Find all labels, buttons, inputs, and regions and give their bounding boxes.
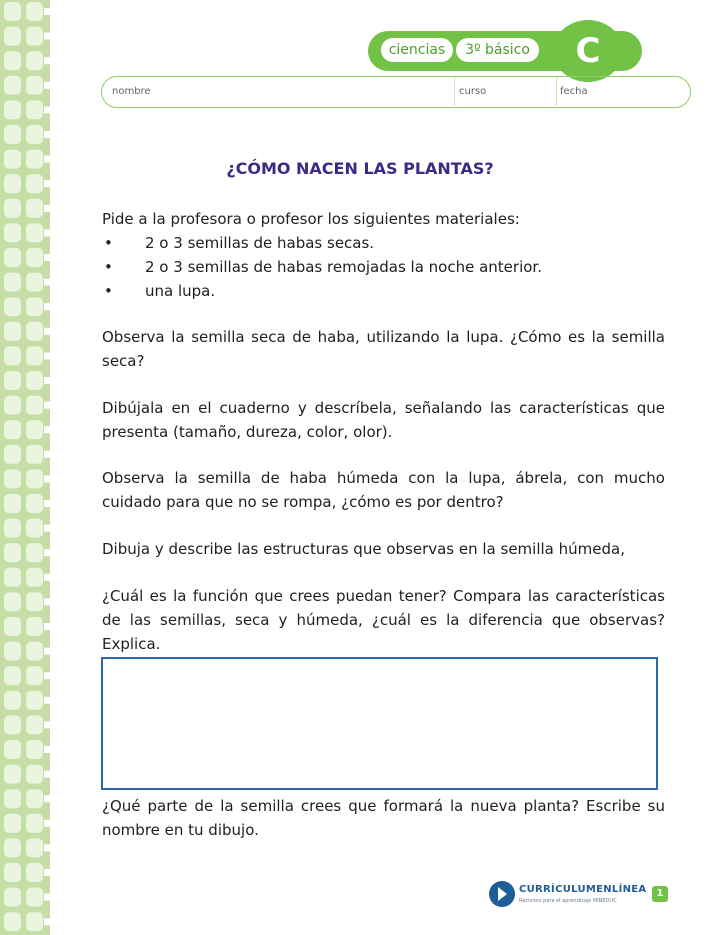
strip-tile: [26, 789, 43, 808]
page-number: 1: [652, 886, 668, 902]
strip-tile: [4, 888, 21, 907]
strip-tile: [26, 814, 43, 833]
instruction-paragraph: [102, 466, 665, 514]
strip-tab: [44, 549, 50, 556]
student-info-bar: [101, 76, 691, 108]
strip-tab: [44, 33, 50, 40]
strip-tile: [4, 863, 21, 882]
strip-tile: [4, 666, 21, 685]
strip-tile: [26, 912, 43, 931]
strip-tile: [26, 469, 43, 488]
strip-tile: [4, 642, 21, 661]
strip-tile: [4, 248, 21, 267]
course-label: curso: [459, 86, 487, 97]
subject-tag: ciencias: [381, 38, 453, 62]
materials-section: [102, 207, 665, 303]
date-label: fecha: [560, 86, 588, 97]
strip-tile: [4, 51, 21, 70]
strip-tile: [4, 789, 21, 808]
list-item: • 2 o 3 semillas de habas remojadas la noche anterior.: [102, 255, 665, 279]
page-title: ¿CÓMO NACEN LAS PLANTAS?: [226, 159, 494, 178]
strip-tile: [4, 396, 21, 415]
strip-tab: [44, 525, 50, 532]
strip-tile: [4, 125, 21, 144]
strip-tab: [44, 672, 50, 679]
strip-tab: [44, 475, 50, 482]
strip-tile: [4, 346, 21, 365]
materials-intro: Pide a la profesora o profesor los siguientes materiales:: [102, 210, 520, 228]
instruction-text: Dibújala en el cuaderno y descríbela, señalando las características que presenta (tamaño, dureza, color, olor).: [102, 399, 665, 441]
level-badge: C: [553, 20, 623, 82]
strip-tile: [4, 838, 21, 857]
strip-tile: [26, 396, 43, 415]
materials-list: [102, 231, 665, 303]
strip-tab: [44, 771, 50, 778]
strip-tile: [26, 248, 43, 267]
strip-tile: [4, 740, 21, 759]
strip-tile: [26, 666, 43, 685]
strip-tile: [4, 592, 21, 611]
strip-tile: [4, 543, 21, 562]
strip-tab: [44, 303, 50, 310]
strip-tab: [44, 82, 50, 89]
strip-tile: [4, 469, 21, 488]
strip-tile: [4, 273, 21, 292]
curriculum-logo-icon: [488, 880, 516, 908]
instruction-paragraph: [102, 794, 665, 842]
instruction-paragraph: [102, 325, 665, 373]
strip-tab: [44, 918, 50, 925]
instruction-text: Observa la semilla seca de haba, utilizando la lupa. ¿Cómo es la semilla seca?: [102, 328, 665, 370]
strip-tab: [44, 229, 50, 236]
strip-tile: [26, 2, 43, 21]
strip-tile: [4, 617, 21, 636]
strip-tile: [4, 2, 21, 21]
instruction-text: ¿Cuál es la función que crees puedan tener? Compara las características de las semillas, seca y húmeda, ¿cuál es la diferencia que observas? Explica.: [102, 587, 665, 653]
strip-tile: [4, 27, 21, 46]
decorative-side-strip: [0, 0, 50, 935]
strip-tab: [44, 426, 50, 433]
instruction-paragraph: [102, 584, 665, 656]
strip-tile: [26, 273, 43, 292]
strip-tile: [26, 420, 43, 439]
strip-tab: [44, 377, 50, 384]
strip-tab: [44, 598, 50, 605]
strip-tile: [26, 519, 43, 538]
strip-tile: [4, 76, 21, 95]
list-item: • una lupa.: [102, 279, 665, 303]
strip-tile: [4, 691, 21, 710]
strip-tile: [4, 494, 21, 513]
strip-tile: [26, 715, 43, 734]
strip-tile: [26, 100, 43, 119]
brand-name: CURRÍCULUMENLÍNEA: [519, 884, 647, 895]
strip-tab: [44, 254, 50, 261]
answer-box[interactable]: [101, 657, 658, 790]
instruction-text: Observa la semilla de haba húmeda con la lupa, ábrela, con mucho cuidado para que no se rompa, ¿cómo es por dentro?: [102, 469, 665, 511]
strip-tile: [26, 445, 43, 464]
strip-tab: [44, 721, 50, 728]
strip-tile: [26, 297, 43, 316]
list-item: • 2 o 3 semillas de habas secas.: [102, 231, 665, 255]
strip-tab: [44, 205, 50, 212]
strip-tile: [4, 715, 21, 734]
strip-tab: [44, 869, 50, 876]
instruction-paragraph: [102, 537, 665, 561]
strip-tab: [44, 500, 50, 507]
strip-tab: [44, 623, 50, 630]
strip-tab: [44, 746, 50, 753]
strip-tile: [4, 100, 21, 119]
instruction-text: ¿Qué parte de la semilla crees que formará la nueva planta? Escribe su nombre en tu dibujo.: [102, 797, 665, 839]
strip-tile: [26, 199, 43, 218]
strip-tile: [26, 76, 43, 95]
strip-tile: [26, 371, 43, 390]
strip-tab: [44, 131, 50, 138]
strip-tile: [26, 494, 43, 513]
strip-tile: [26, 765, 43, 784]
strip-tab: [44, 697, 50, 704]
strip-tile: [4, 445, 21, 464]
strip-tile: [26, 617, 43, 636]
info-divider: [454, 77, 455, 106]
strip-tile: [26, 322, 43, 341]
strip-tile: [4, 371, 21, 390]
strip-tile: [26, 543, 43, 562]
strip-tab: [44, 844, 50, 851]
strip-tab: [44, 57, 50, 64]
strip-tile: [26, 838, 43, 857]
strip-tile: [4, 765, 21, 784]
strip-tile: [4, 322, 21, 341]
strip-tile: [4, 297, 21, 316]
strip-tab: [44, 106, 50, 113]
strip-tab: [44, 451, 50, 458]
strip-tile: [26, 125, 43, 144]
strip-tile: [4, 420, 21, 439]
strip-tile: [26, 740, 43, 759]
strip-tile: [26, 223, 43, 242]
strip-tab: [44, 894, 50, 901]
grade-tag: 3º básico: [456, 38, 539, 62]
strip-tab: [44, 279, 50, 286]
strip-tile: [4, 912, 21, 931]
strip-tile: [4, 223, 21, 242]
strip-tab: [44, 574, 50, 581]
strip-tab: [44, 820, 50, 827]
strip-tab: [44, 648, 50, 655]
strip-tile: [4, 814, 21, 833]
strip-tab: [44, 8, 50, 15]
strip-tile: [26, 568, 43, 587]
instruction-paragraph: [102, 396, 665, 444]
strip-tile: [4, 568, 21, 587]
strip-tile: [26, 691, 43, 710]
strip-tile: [26, 888, 43, 907]
strip-tile: [26, 346, 43, 365]
name-label: nombre: [112, 86, 151, 97]
strip-tab: [44, 795, 50, 802]
instruction-text: Dibuja y describe las estructuras que observas en la semilla húmeda,: [102, 540, 625, 558]
strip-tile: [26, 642, 43, 661]
strip-tab: [44, 180, 50, 187]
strip-pattern: [0, 0, 50, 935]
strip-tile: [26, 592, 43, 611]
strip-tile: [26, 51, 43, 70]
strip-tile: [26, 863, 43, 882]
strip-tile: [26, 27, 43, 46]
strip-tab: [44, 402, 50, 409]
strip-tab: [44, 352, 50, 359]
strip-tile: [4, 519, 21, 538]
info-divider: [556, 77, 557, 106]
strip-tile: [4, 199, 21, 218]
strip-tab: [44, 328, 50, 335]
brand-tagline: Recursos para el aprendizaje MINEDUC: [519, 898, 617, 904]
